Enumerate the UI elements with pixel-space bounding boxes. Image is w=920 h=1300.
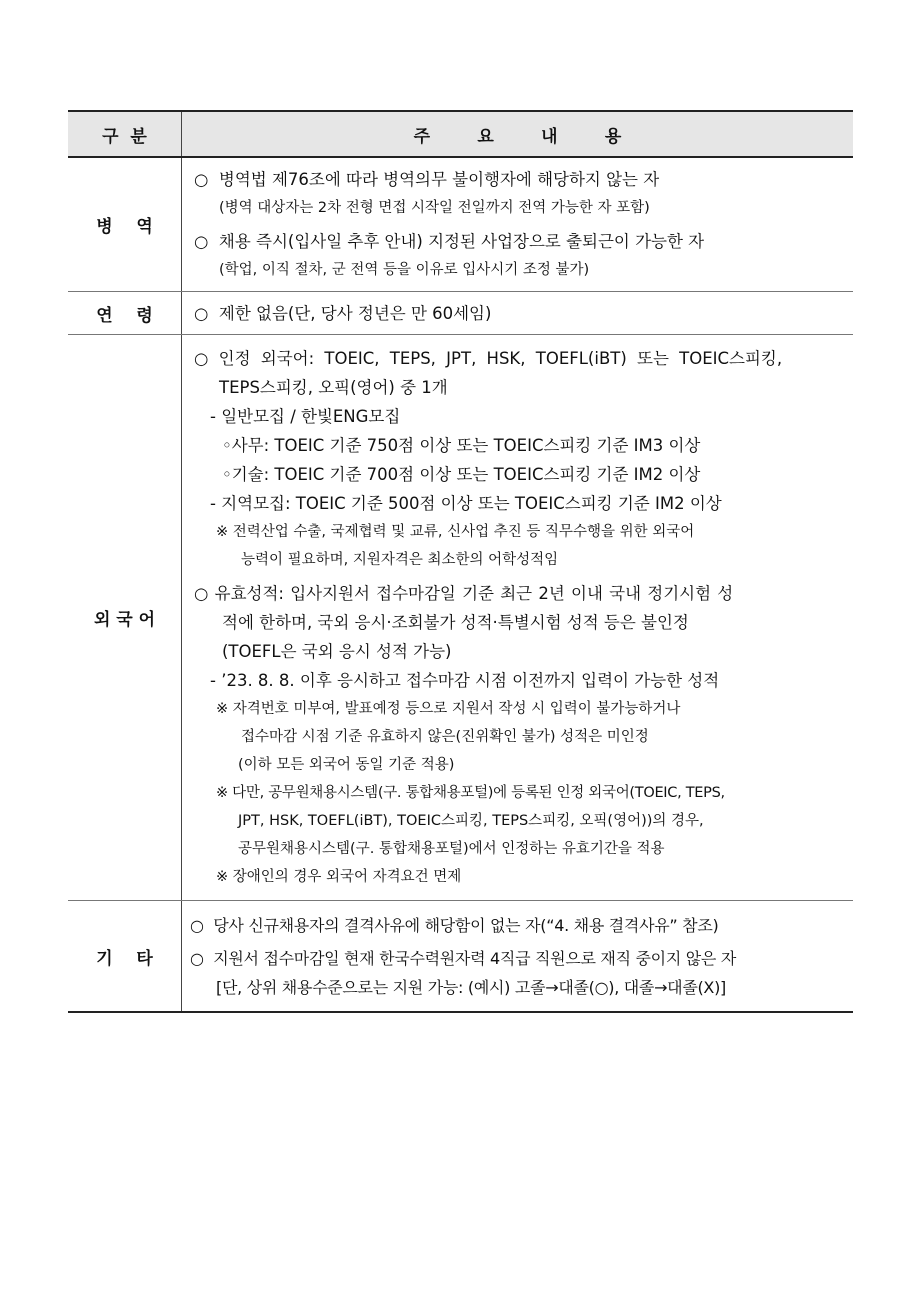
military-line-2: (병역 대상자는 2차 전형 면접 시작일 전일까지 전역 가능한 자 포함) xyxy=(219,200,650,216)
other-line-1: ○ 당사 신규채용자의 결격사유에 해당함이 없는 자(“4. 채용 결격사유” 참조) xyxy=(190,915,719,935)
lang-line-5: ◦기술: TOEIC 기준 700점 이상 또는 TOEIC스피킹 기준 IM2 이상 xyxy=(222,465,701,484)
lang-line-3: - 일반모집 / 한빛ENG모집 xyxy=(210,407,401,426)
lang-line-7: ※ 전력산업 수출, 국제협력 및 교류, 신사업 추진 등 직무수행을 위한 외국어 xyxy=(216,524,695,540)
lang-line-6: - 지역모집: TOEIC 기준 500점 이상 또는 TOEIC스피킹 기준 IM2 이상 xyxy=(210,494,722,513)
row-age xyxy=(68,292,853,335)
military-line-4: (학업, 이직 절차, 군 전역 등을 이유로 입사시기 조정 불가) xyxy=(219,262,590,278)
row-military xyxy=(68,157,853,292)
label-military: 병 역 xyxy=(68,157,182,292)
lang-line-15: (이하 모든 외국어 동일 기준 적용) xyxy=(238,757,455,773)
header-category: 구 분 xyxy=(68,111,182,157)
lang-line-12: - ’23. 8. 8. 이후 응시하고 접수마감 시점 이전까지 입력이 가능한 성적 xyxy=(210,671,720,690)
label-language: 외 국 어 xyxy=(68,335,182,901)
header-content: 주 요 내 용 xyxy=(182,111,854,157)
table-header-row xyxy=(68,111,853,157)
lang-line-10: 적에 한하며, 국외 응시·조회불가 성적·특별시험 성적 등은 불인정 xyxy=(222,613,689,632)
lang-line-18: 공무원채용시스템(구. 통합채용포털)에서 인정하는 유효기간을 적용 xyxy=(238,841,665,857)
content-other xyxy=(182,901,854,1013)
other-line-2: ○ 지원서 접수마감일 현재 한국수력원자력 4직급 직원으로 재직 중이지 않은 자 xyxy=(190,948,737,968)
military-line-3: ○ 채용 즉시(입사일 추후 안내) 지정된 사업장으로 출퇴근이 가능한 자 xyxy=(194,232,705,251)
lang-line-2: TEPS스피킹, 오픽(영어) 중 1개 xyxy=(219,378,448,397)
lang-line-19: ※ 장애인의 경우 외국어 자격요건 면제 xyxy=(216,869,462,885)
content-age xyxy=(182,292,854,335)
lang-line-13: ※ 자격번호 미부여, 발표예정 등으로 지원서 작성 시 입력이 불가능하거나 xyxy=(216,701,681,717)
lang-line-16: ※ 다만, 공무원채용시스템(구. 통합채용포털)에 등록된 인정 외국어(TOEIC, TEPS, xyxy=(216,785,725,801)
other-line-3: [단, 상위 채용수준으로는 지원 가능: (예시) 고졸→대졸(○), 대졸→대졸(X)] xyxy=(216,977,726,997)
age-line-1: ○ 제한 없음(단, 당사 정년은 만 60세임) xyxy=(194,303,492,323)
lang-line-17: JPT, HSK, TOEFL(iBT), TOEIC스피킹, TEPS스피킹, 오픽(영어))의 경우, xyxy=(238,813,704,829)
eligibility-table xyxy=(68,110,853,1013)
military-line-1: ○ 병역법 제76조에 따라 병역의무 불이행자에 해당하지 않는 자 xyxy=(194,170,660,189)
lang-line-1: ○ 인정 외국어: TOEIC, TEPS, JPT, HSK, TOEFL(iBT) 또는 TOEIC스피킹, xyxy=(194,349,783,368)
content-language xyxy=(182,335,854,901)
label-other: 기 타 xyxy=(68,901,182,1013)
label-age: 연 령 xyxy=(68,292,182,335)
lang-line-9: ○ 유효성적: 입사지원서 접수마감일 기준 최근 2년 이내 국내 정기시험 성 xyxy=(194,584,734,603)
lang-line-4: ◦사무: TOEIC 기준 750점 이상 또는 TOEIC스피킹 기준 IM3 이상 xyxy=(222,436,701,455)
row-language xyxy=(68,335,853,901)
row-other xyxy=(68,901,853,1013)
lang-line-8: 능력이 필요하며, 지원자격은 최소한의 어학성적임 xyxy=(241,552,559,568)
lang-line-14: 접수마감 시점 기준 유효하지 않은(진위확인 불가) 성적은 미인정 xyxy=(241,729,649,745)
lang-line-11: (TOEFL은 국외 응시 성적 가능) xyxy=(222,642,452,661)
content-military xyxy=(182,157,854,292)
